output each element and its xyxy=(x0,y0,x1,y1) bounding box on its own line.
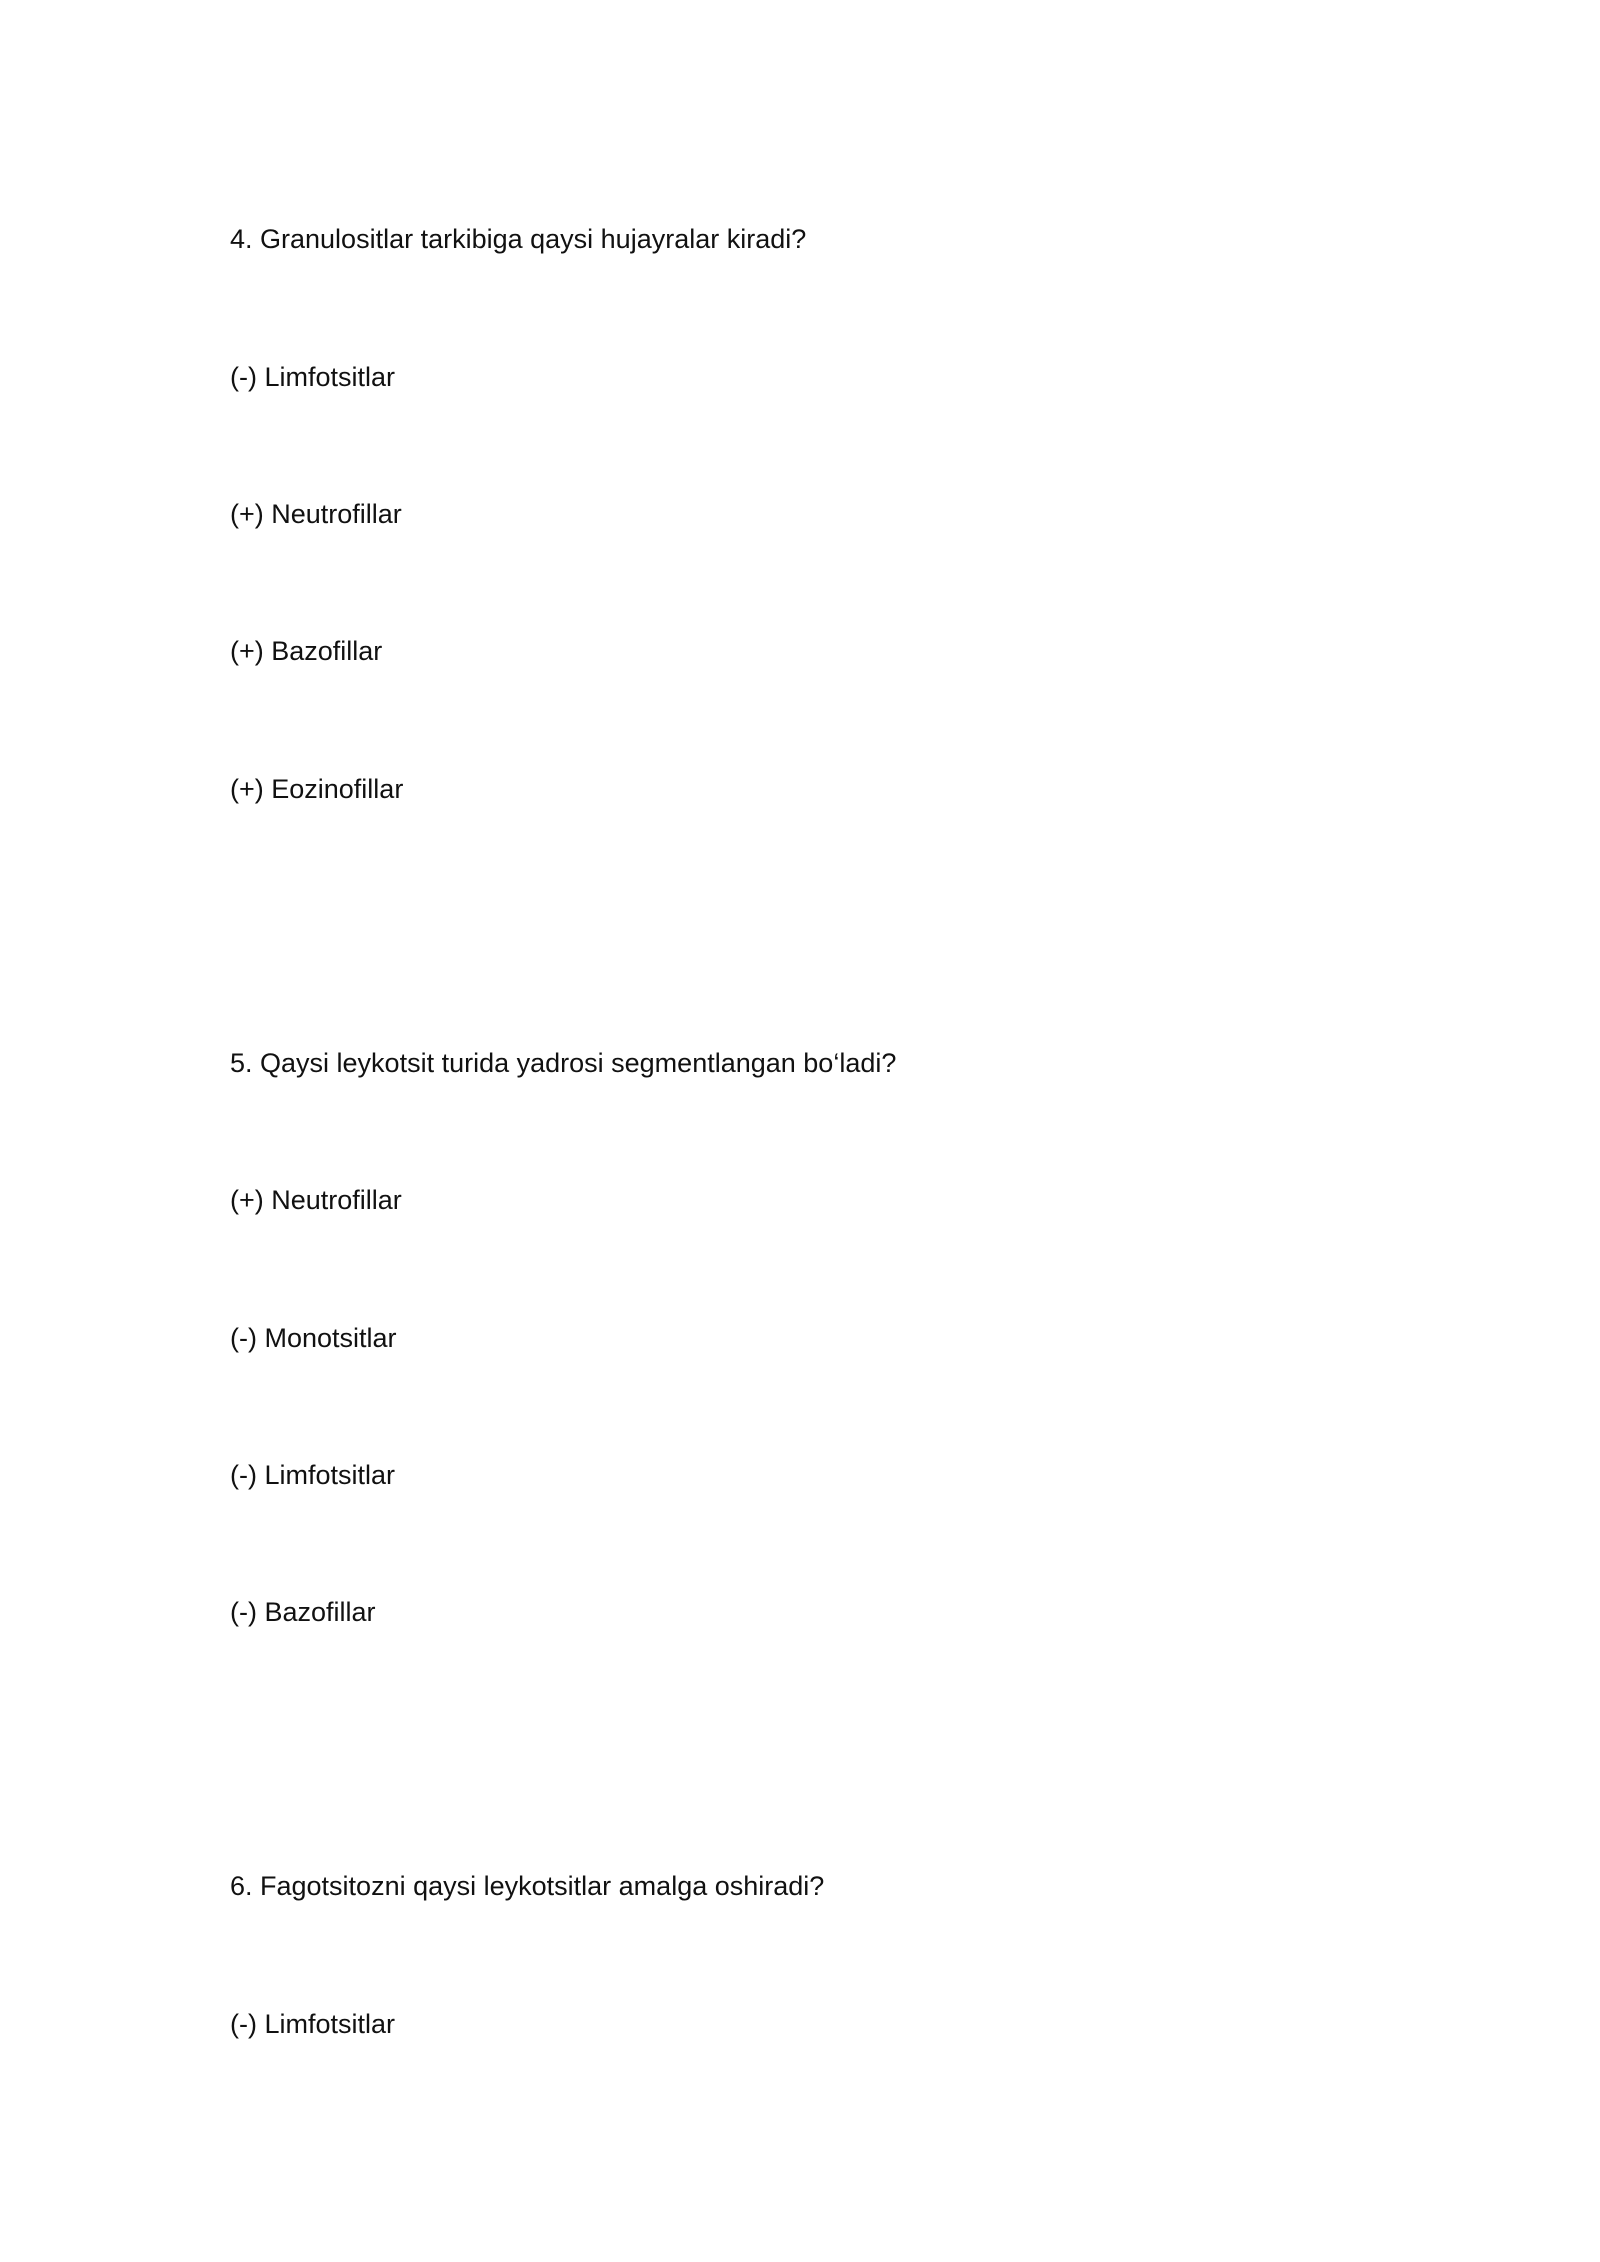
question-5-option-4: (-) Bazofillar xyxy=(230,1597,376,1627)
question-4-prompt: 4. Granulositlar tarkibiga qaysi hujayralar kiradi? xyxy=(230,224,807,254)
question-4-option-4: (+) Eozinofillar xyxy=(230,774,404,804)
question-5-option-2: (-) Monotsitlar xyxy=(230,1323,397,1353)
question-4-option-2: (+) Neutrofillar xyxy=(230,499,402,529)
question-4-option-1: (-) Limfotsitlar xyxy=(230,362,396,392)
question-6-prompt: 6. Fagotsitozni qaysi leykotsitlar amalga oshiradi? xyxy=(230,1871,825,1901)
question-5-option-3: (-) Limfotsitlar xyxy=(230,1460,396,1490)
question-5-option-1: (+) Neutrofillar xyxy=(230,1185,402,1215)
question-5-prompt: 5. Qaysi leykotsit turida yadrosi segmentlangan bo‘ladi? xyxy=(230,1048,897,1078)
question-6-option-1: (-) Limfotsitlar xyxy=(230,2009,396,2039)
question-4-option-3: (+) Bazofillar xyxy=(230,636,383,666)
